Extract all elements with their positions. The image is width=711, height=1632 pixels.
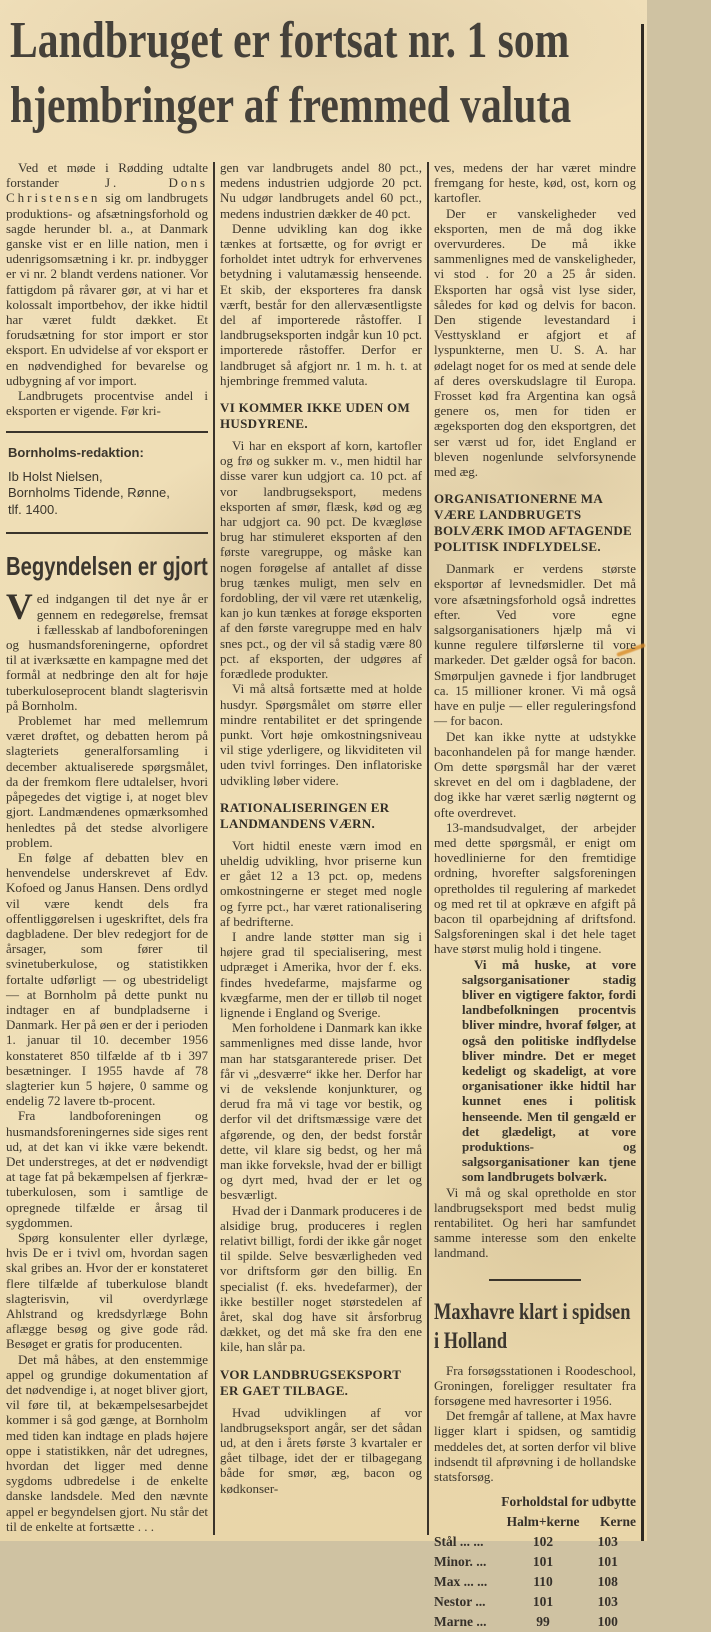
article-paragraph: Vi må og skal opretholde en stor landbrugseksport med bedst mulig rentabilitet. Og heri har samfundet samme interesse som den enkelte landmand. xyxy=(434,1184,636,1261)
variety-name: Stål ... ... xyxy=(434,1534,484,1550)
article-paragraph: Fra forsøgsstationen i Roodeschool, Groningen, foreligger resultater fra forsøgene med havresorter i 1956. xyxy=(434,1362,636,1409)
kerne-value: 103 xyxy=(597,1594,618,1610)
article-paragraph xyxy=(6,587,208,713)
article-paragraph: Problemet har med mellemrum været drøftet, og debatten herom på slagteriets generalforsamling i december aktualiserede spørgsmålet, da der fremkom flere udtalelser, hvori påpegedes det vigtige i, at noget blev gjort. Landmændenes opmærksomhed henledtes på det stedse alvorligere problem. xyxy=(6,713,208,850)
halm-kerne-value: 99 xyxy=(536,1614,550,1630)
halm-kerne-value: 101 xyxy=(532,1594,554,1610)
article-paragraph: Vort hidtil eneste værn imod en uheldig udvikling, hvor priserne kun er gået 12 a 13 pct. op, medens omkostningerne er steget med nogle og fyrre pct., har været rationalisering af bedrifterne. xyxy=(220,837,422,929)
second-article-headline-line-1: Maxhavre klart i spidsen xyxy=(434,1298,631,1324)
article-paragraph: Det kan ikke nytte at udstykke baconhandelen på for mange hænder. Om dette spørgsmål har der været skrevet en del om i dagbladene, der dog ikke har været særlig nøgternt og ofte overdrevet. xyxy=(434,728,636,820)
article-paragraph: Det må håbes, at den enstemmige appel og grundige dokumentation af det nødvendige i, at noget bliver gjort, vil føre til, at bekæmpelsesarbejdet kommer i så god gænge, at Bornholm med tiden kan indtage en plads højere oppe i statistikken, når det udregnes, hvordan det ligger med denne sygdoms udbredelse i de enkelte danske landsdele. Med den nævnte appel er begyndelsen gjort. Nu står det til de enkelte at fortsætte . . . xyxy=(6,1351,208,1534)
article-paragraph: Spørg konsulenter eller dyrlæge, hvis De er i tvivl om, hvordan sagen skal gribes an. Hvor der er konstateret flere tilfælde af tuberkulose blandt slagterisvin, vil overdyrlæge Ahlstrand og kredsdyrlæge Bohn aflægge besøg og give gode råd. Besøget er gratis for producenten. xyxy=(6,1229,208,1352)
article-paragraph: Vi har en eksport af korn, kartofler og frø og sukker m. v., men hidtil har disse varer kun udgjort ca. 10 pct. af vor landbrugseksport, medens eksporten af smør, flæsk, kød og æg har udgjort ca. 90 pct. De kvægløse brug har stimuleret eksporten af den første varegruppe, og måske kan nogen forøgelse af antallet af disse brug tænkes muligt, men selv en fordobling, der vil være ret utænkelig, kan jo kun tænkes at forøge eksporten af den første varegruppe med en halv snes pct., og der vil så stadig være 80 pct. af eksporten, der udgøres af forædlede produkter. xyxy=(220,438,422,682)
section-headline: Begyndelsen er gjort xyxy=(6,551,208,582)
column-1 xyxy=(6,160,208,1535)
editorial-contact-box xyxy=(6,431,208,534)
main-headline-line-1: Landbruget er fortsat nr. 1 som xyxy=(10,12,570,69)
column-3 xyxy=(434,160,636,1630)
contact-box-line: Bornholms Tidende, Rønne, xyxy=(8,485,170,501)
column-2 xyxy=(220,160,422,1535)
table-row xyxy=(434,1532,636,1552)
table-header-halm-kerne: Halm+kerne xyxy=(506,1514,580,1530)
subheading: ORGANISATIONERNE MA VÆRE LANDBRUGETS BOLVÆRK IMOD AFTAGENDE POLITISK INDFLYDELSE. xyxy=(434,491,633,555)
table-title-row xyxy=(434,1492,636,1512)
table-header-row xyxy=(434,1512,636,1532)
column-divider-rule xyxy=(427,162,429,1535)
article-paragraph: Der er vanskeligheder ved eksporten, men de må dog ikke overvurderes. De må ikke sammenlignes med de vanskeligheder, vi stod . for 20 a 25 år siden. Eksporten har også vist lyse sider, således for kød og delvis for bacon. Den stigende levestandard i Vesttyskland er afgjort et af lyspunkterne, men U. S. A. har ødelagt noget for os med at sende dele af deres overskudslagre til Europa. Frosset kød fra Argentina kan også genere os, men for tiden er ægeksporten dog den eksportgren, det ser værst ud for, idet England er bleven nogenlunde selvforsynende med æg. xyxy=(434,205,636,480)
article-paragraph: gen var landbrugets andel 80 pct., medens industrien udgjorde 20 pct. Nu udgør landbrugets andel 60 pct., medens industrien dækker de 40 pct. xyxy=(220,160,422,221)
article-paragraph: Landbrugets procentvise andel i eksporten er vigende. Før kri- xyxy=(6,388,208,419)
article-paragraph: Hvad udviklingen af vor landbrugseksport angår, ser det sådan ud, at den i årets første 3 kvartaler er gået tilbage, idet der er tilbagegang både for smør, æg, bacon og kødkonser- xyxy=(220,1404,422,1496)
contact-box-line: Ib Holst Nielsen, xyxy=(8,468,103,484)
table-row xyxy=(434,1612,636,1632)
article-paragraph: Danmark er verdens største eksportør af levnedsmidler. Det må vore afsætningsforhold også indrettes efter. Ved vore egne salgsorganisationers hjælp må vi kunne regulere tilførslerne til vore markeder. Det gælder også for bacon. Smørpuljen gavnede i fjor landbruget ca. 15 millioner kroner. Vi må også have en pulje — eller reguleringsfond — for bacon. xyxy=(434,561,636,729)
variety-name: Nestor ... xyxy=(434,1594,486,1610)
article-paragraph: Det fremgår af tallene, at Max havre ligger klart i spidsen, og samtidig meddeles det, at sorten derfor vil blive indsendt til afprøvning i de hollandske statsforsøg. xyxy=(434,1408,636,1485)
person-name-emphasis: J. Dons Christensen xyxy=(6,175,208,206)
yield-ratio-table xyxy=(434,1492,636,1632)
halm-kerne-value: 101 xyxy=(532,1554,554,1570)
article-paragraph: I andre lande støtter man sig i højere grad til specialisering, mest udpræget i Amerika, hvor der f. eks. findes hvedefarme, majsfarme og kvægfarme, men der er tilløb til noget lignende i England og Sverige. xyxy=(220,928,422,1020)
article-separator-rule xyxy=(489,1279,581,1281)
drop-cap: V xyxy=(6,587,33,629)
table-title: Forholdstal for udbytte xyxy=(501,1494,636,1510)
paragraph-text: ed indgangen til det nye år er gennem en redegørelse, fremsat i fællesskab af landboforeningen og husmandsforeningerne, opfordret til at iværksætte en kampagne med det formål at nedbringe den alt for høje tuberkuloseprocent blandt slagterisvin på Bornholm. xyxy=(6,591,208,713)
subheading: VI KOMMER IKKE UDEN OM HUSDYRENE. xyxy=(220,400,411,432)
contact-box-line: tlf. 1400. xyxy=(8,501,58,517)
article-paragraph: Denne udvikling kan dog ikke tænkes at fortsætte, og for øvrigt er forholdet intet udtryk for erhvervenes betydning i valutamæssig henseende. Et skib, der eksporteres fra dansk værft, består for den allervæsentligste del af importerede råstoffer. I landbrugseksporten indgår kun 10 pct. importerede råstoffer. Derfor er landbruget så afgjort nr. 1 m. h. t. at hjembringe fremmed valuta. xyxy=(220,220,422,388)
article-paragraph xyxy=(6,160,208,388)
kerne-value: 108 xyxy=(597,1574,618,1590)
column-divider-rule xyxy=(213,162,215,1535)
table-header-empty xyxy=(434,1512,507,1532)
kerne-value: 101 xyxy=(597,1554,618,1570)
table-row xyxy=(434,1592,636,1612)
main-headline-line-2: hjembringer af fremmed valuta xyxy=(10,77,572,134)
subheading: VOR LANDBRUGSEKSPORT ER GAET TILBAGE. xyxy=(220,1366,401,1398)
halm-kerne-value: 110 xyxy=(533,1574,553,1590)
variety-name: Minor. ... xyxy=(434,1554,487,1570)
table-row xyxy=(434,1572,636,1592)
article-paragraph: 13-mandsudvalget, der arbejder med dette spørgsmål, er enigt om hovedlinierne for den fremtidige ordning, hvorefter salgsforeningen opretholdes til regulering af markedet og med ret til at opkræve en afgift på bacon til oparbejdning af driftsfond. Salgsforeningen skal i det hele taget have størst mulig hold i tingene. xyxy=(434,819,636,957)
article-paragraph: ves, medens der har været mindre fremgang for heste, kød, ost, korn og kartofler. xyxy=(434,160,636,206)
article-paragraph: Vi må altså fortsætte med at holde husdyr. Spørgsmålet om større eller mindre rentabilitet er det springende punkt. Vort høje omkostningsniveau vil stige yderligere, og likviditeten vil uden tvivl forringes. Den inflatoriske udvikling løber videre. xyxy=(220,681,422,788)
kerne-value: 103 xyxy=(597,1534,618,1550)
variety-name: Max ... ... xyxy=(434,1574,488,1590)
second-article-headline xyxy=(434,1297,636,1355)
kerne-value: 100 xyxy=(597,1614,618,1630)
main-headline xyxy=(10,8,711,138)
article-paragraph: Men forholdene i Danmark kan ikke sammenlignes med disse lande, hvor man har statsgaranterede priser. Det får vi „desværre“ ikke her. Derfor har vi de vekslende konjunkturer, og derud fra må vi tage vor bestik, og derfor vil det driftsmæssige være det afgørende, og den, der bedst forstår dette, vil klare sig bedst, og her må man ikke forveksle, hvad der er billigt og dyrt med, hvad der er let og besværligt. xyxy=(220,1020,422,1203)
article-paragraph: Hvad der i Danmark produceres i de alsidige brug, produceres i reglen relativt billigt, fordi der ikke går noget til spilde. Selve besværligheden ved vor driftsform gør den billig. En specialist (f. eks. hvedefarmer), der ikke bestiller noget størstedelen af året, skal dog have sit årsforbrug dækket, og det må ske fra den ene kile, han slår pa. xyxy=(220,1202,422,1355)
article-paragraph-emphasis: Vi må huske, at vore salgsorganisationer stadig bliver en vigtigere faktor, fordi landbefolkningen procentvis bliver mindre, hvoraf følger, at også den politiske indflydelse bliver mindre. Det er meget kedeligt og skadeligt, at vore organisationer ikke hidtil har kunnet enes i politisk henseende. Men til gengæld er det glædeligt, at vore produktions- og salgsorganisationer kan tjene som landbrugets bolværk. xyxy=(462,956,636,1185)
paragraph-text: Ved et møde i Rødding udtalte forstander xyxy=(6,160,208,191)
table-header-kerne: Kerne xyxy=(600,1514,636,1530)
subheading: RATIONALISERINGEN ER LANDMANDENS VÆRN. xyxy=(220,799,390,831)
article-paragraph: En følge af debatten blev en henvendelse underskrevet af Edv. Kofoed og Janus Hansen. Dens ordlyd vil være kendt dels fra offentliggørelsen i ugeskriftet, dels fra dagbladene. Der blev redegjort for de årsager, som fører til svinetuberkulose, og statistikken fortalte udførligt — og ubestrideligt — at Bornholm på dette punkt nu indtager en af bundpladserne i Danmark. Her på øen er der i perioden 1. januar til 10. december 1956 konstateret 850 tilfælde af tb i 397 besætninger. I 1955 havde af 78 slagterier kun 5 højere, 0 samme og endelig 72 lavere tb-procent. xyxy=(6,849,208,1109)
article-columns xyxy=(6,160,642,1630)
table-row xyxy=(434,1552,636,1572)
variety-name: Marne ... xyxy=(434,1614,487,1630)
article-paragraph: Fra landboforeningen og husmandsforeningernes side siges rent ud, at det kan vi ikke være bekendt. Det understreges, at det er nødvendigt at tage fat på bekæmpelsen af fjerkræ-tuberkulosen, som i samtlige de opregnede tilfælde er årsag til sygdommen. xyxy=(6,1108,208,1230)
halm-kerne-value: 102 xyxy=(532,1534,554,1550)
second-article-headline-line-2: i Holland xyxy=(434,1327,508,1353)
contact-box-title: Bornholms-redaktion: xyxy=(8,445,144,461)
paragraph-text: sig om landbrugets produktions- og afsætningsforhold og sagde herunder bl. a., at Danmark ganske vist er en lille nation, men i udenrigsomsætning i kr. pr. indbygger er vi nr. 2 blandt verdens nationer. Vor fattigdom på råvarer gør, at vi har et kolossalt importbehov, der ikke hidtil har været fuldt dækket. Et forudsætning for stor import er stor eksport. En udvidelse af vor eksport er en nødvendighed for bevarelse og udbygning af vor import. xyxy=(6,190,209,388)
